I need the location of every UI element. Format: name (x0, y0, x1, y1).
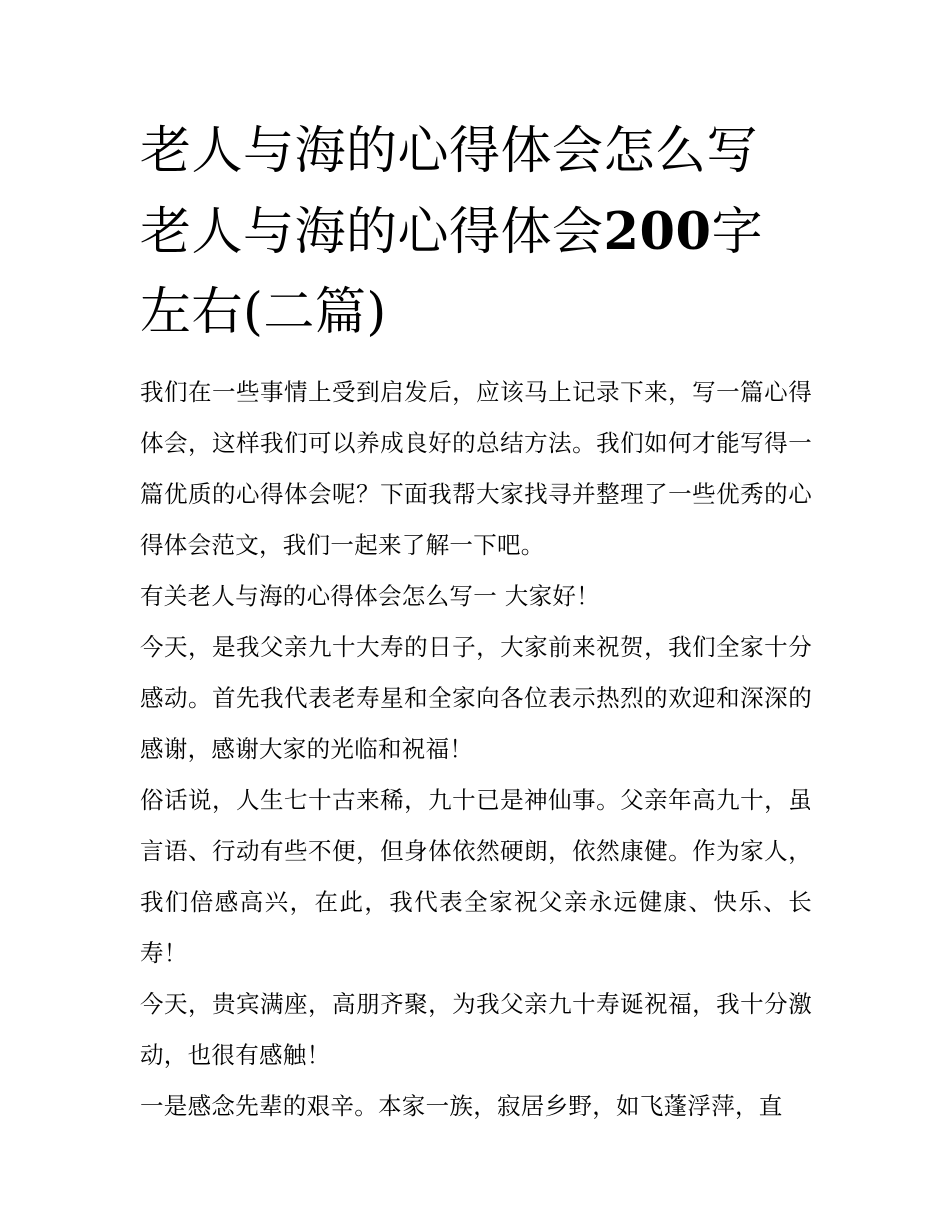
document-body (140, 367, 812, 1132)
paragraph-greeting: 有关老人与海的心得体会怎么写一 大家好！ (140, 582, 600, 610)
paragraph-guests: 今天，贵宾满座，高朋齐聚，为我父亲九十寿诞祝福，我十分激动，也很有感触！ (140, 990, 812, 1069)
paragraph-proverb: 俗话说，人生七十古来稀，九十已是神仙事。父亲年高九十，虽言语、行动有些不便，但身体依然硬朗，依然康健。作为家人，我们倍感高兴，在此，我代表全家祝父亲永远健康、快乐、长寿！ (140, 786, 812, 967)
title-text-part2: 字左右(二篇) (140, 203, 763, 342)
document-title (140, 112, 812, 353)
document-content (140, 112, 812, 1132)
paragraph-intro: 我们在一些事情上受到启发后，应该马上记录下来，写一篇心得体会，这样我们可以养成良好的总结方法。我们如何才能写得一篇优质的心得体会呢？下面我帮大家找寻并整理了一些优秀的心得体会范文，我们一起来了解一下吧。 (140, 378, 812, 559)
title-text-part1: 老人与海的心得体会怎么写 老人与海的心得体会 (140, 122, 759, 262)
title-number: 200 (603, 202, 712, 262)
paragraph-ancestors: 一是感念先辈的艰辛。本家一族，寂居乡野，如飞蓬浮萍，直 (140, 1092, 783, 1120)
paragraph-birthday: 今天，是我父亲九十大寿的日子，大家前来祝贺，我们全家十分感动。首先我代表老寿星和全家向各位表示热烈的欢迎和深深的感谢，感谢大家的光临和祝福！ (140, 633, 812, 763)
